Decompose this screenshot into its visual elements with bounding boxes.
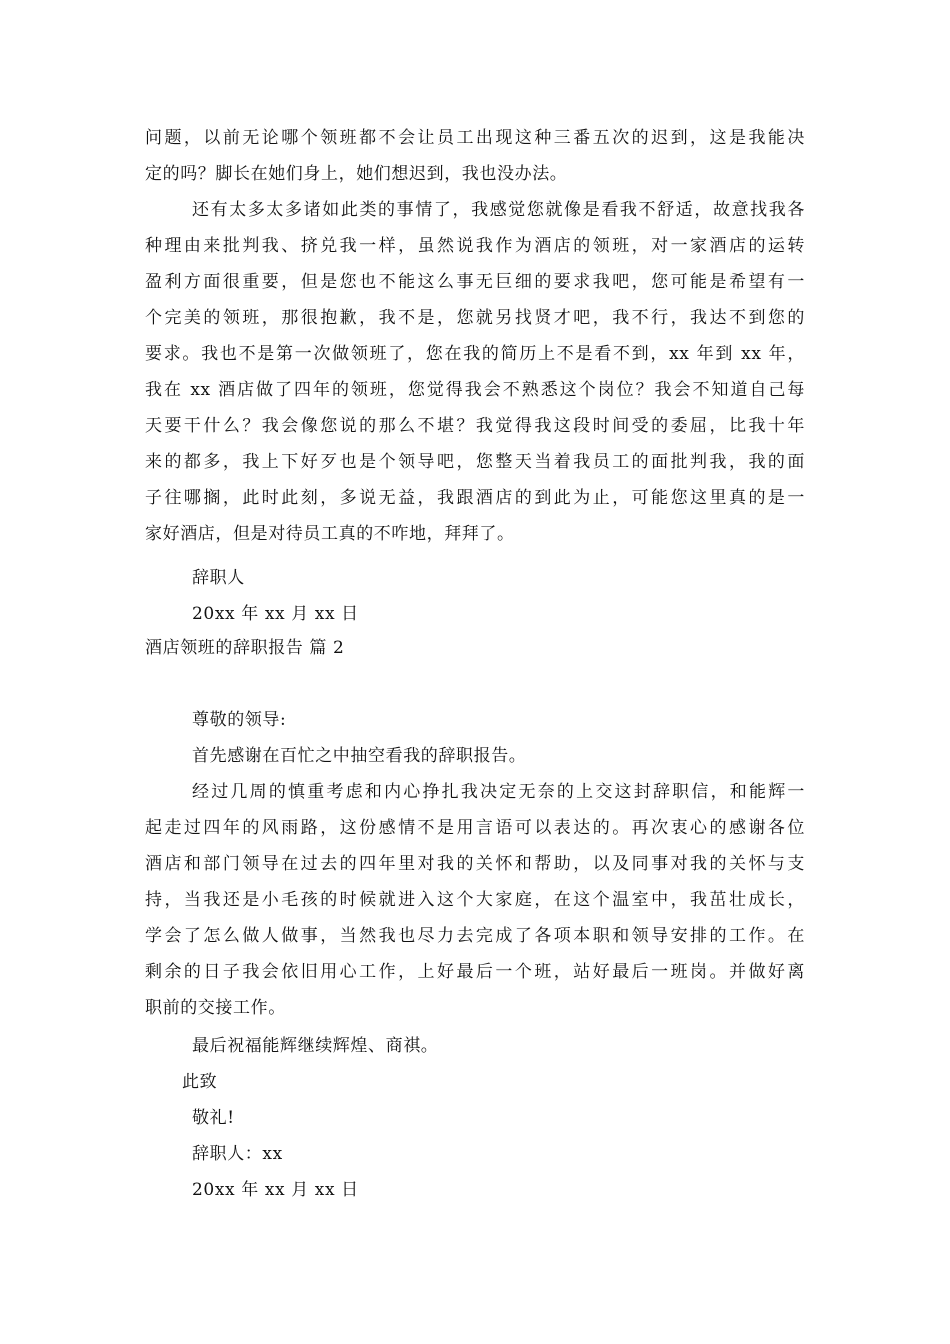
thanks-line: 首先感谢在百忙之中抽空看我的辞职报告。 [192,746,527,766]
blessing-line: 最后祝福能辉继续辉煌、商祺。 [192,1036,439,1056]
paragraph-line: 盈利方面很重要，但是您也不能这么事无巨细的要求我吧，您可能是希望有一 [145,272,805,292]
paragraph-line: 经过几周的慎重考虑和内心挣扎我决定无奈的上交这封辞职信，和能辉一 [192,782,805,802]
paragraph-line: 起走过四年的风雨路，这份感情不是用言语可以表达的。再次衷心的感谢各位 [145,818,805,838]
section-title: 酒店领班的辞职报告 篇 2 [145,638,345,658]
paragraph-line: 家好酒店，但是对待员工真的不咋地，拜拜了。 [145,524,515,544]
paragraph-line: 酒店和部门领导在过去的四年里对我的关怀和帮助，以及同事对我的关怀与支 [145,854,805,874]
resigner-label: 辞职人：xx [192,1144,283,1164]
paragraph-line: 来的都多，我上下好歹也是个领导吧，您整天当着我员工的面批判我，我的面 [145,452,805,472]
closing-line: 此致 [182,1072,218,1092]
paragraph-line: 定的吗？脚长在她们身上，她们想迟到，我也没办法。 [145,164,568,184]
paragraph-line: 要求。我也不是第一次做领班了，您在我的简历上不是看不到，xx 年到 xx 年， [145,344,805,364]
paragraph-line: 子往哪搁，此时此刻，多说无益，我跟酒店的到此为止，可能您这里真的是一 [145,488,805,508]
paragraph-line: 持，当我还是小毛孩的时候就进入这个大家庭，在这个温室中，我茁壮成长， [145,890,805,910]
paragraph-line: 个完美的领班，那很抱歉，我不是，您就另找贤才吧，我不行，我达不到您的 [145,308,805,328]
paragraph-line: 我在 xx 酒店做了四年的领班，您觉得我会不熟悉这个岗位？我会不知道自己每 [145,380,805,400]
closing-line: 敬礼! [192,1108,235,1128]
paragraph-line: 剩余的日子我会依旧用心工作，上好最后一个班，站好最后一班岗。并做好离 [145,962,805,982]
paragraph-line: 还有太多太多诸如此类的事情了，我感觉您就像是看我不舒适，故意找我各 [192,200,805,220]
paragraph-line: 天要干什么？我会像您说的那么不堪？我觉得我这段时间受的委屈，比我十年 [145,416,805,436]
paragraph-line: 种理由来批判我、挤兑我一样，虽然说我作为酒店的领班，对一家酒店的运转 [145,236,805,256]
signature-date: 20xx 年 xx 月 xx 日 [192,604,359,624]
salutation: 尊敬的领导: [192,710,287,730]
paragraph-line: 学会了怎么做人做事，当然我也尽力去完成了各项本职和领导安排的工作。在 [145,926,805,946]
paragraph-line: 职前的交接工作。 [145,998,286,1018]
paragraph-line: 问题，以前无论哪个领班都不会让员工出现这种三番五次的迟到，这是我能决 [145,128,805,148]
signature-date: 20xx 年 xx 月 xx 日 [192,1180,359,1200]
resigner-label: 辞职人 [192,568,245,588]
